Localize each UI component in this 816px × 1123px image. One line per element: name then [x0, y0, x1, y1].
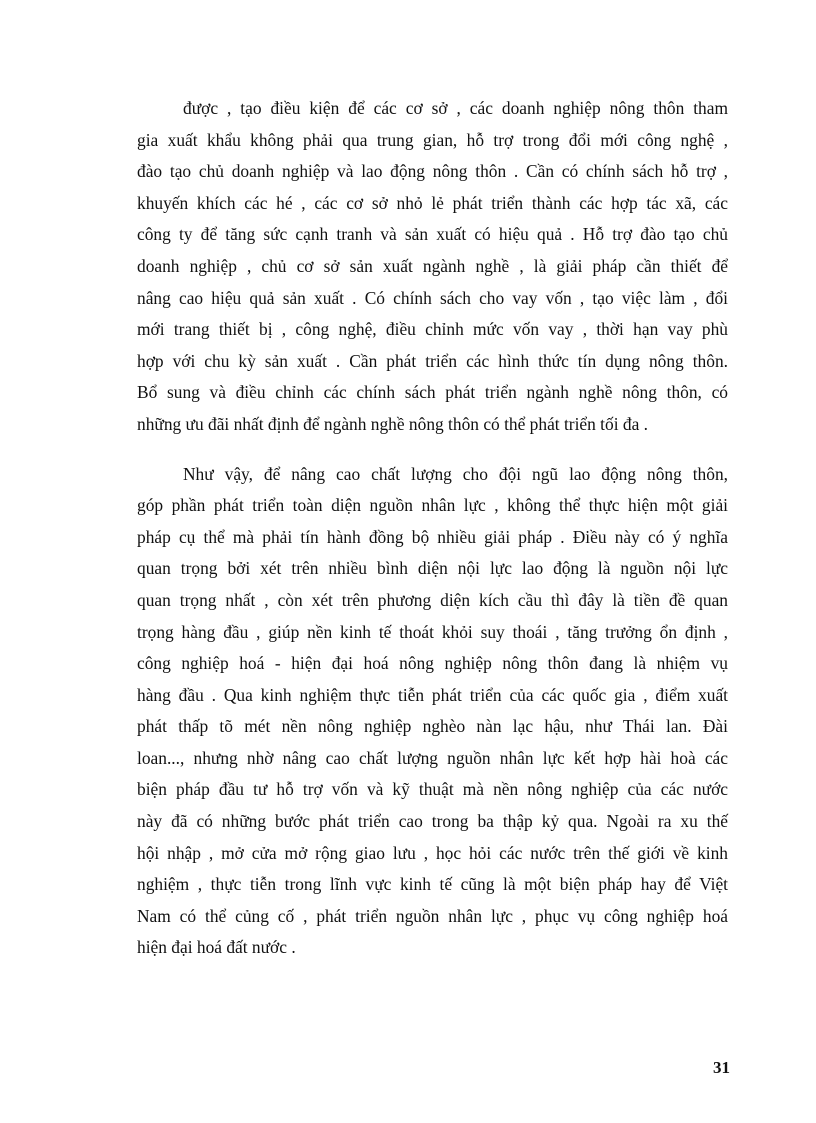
text-line: nâng cao hiệu quả sản xuất . Có chính sách cho vay vốn , tạo việc làm , đổi [137, 287, 728, 308]
text-line: góp phần phát triển toàn diện nguồn nhân lực , không thể thực hiện một giải [137, 495, 728, 516]
text-line: hiện đại hoá đất nước . [137, 937, 296, 958]
text-line: công ty để tăng sức cạnh tranh và sản xuất có hiệu quả . Hỗ trợ đào tạo chủ [137, 224, 728, 245]
text-line: Như vậy, để nâng cao chất lượng cho đội ngũ lao động nông thôn, [183, 463, 728, 484]
text-line: này đã có những bước phát triển cao trong ba thập kỷ qua. Ngoài ra xu thế [137, 811, 728, 832]
body-text [137, 93, 728, 964]
text-line: quan trọng nhất , còn xét trên phương diện kích cầu thì đây là tiền đề quan [137, 589, 728, 610]
text-line: hợp với chu kỳ sản xuất . Cần phát triển các hình thức tín dụng nông thôn. [137, 350, 728, 371]
text-line: hội nhập , mở cửa mở rộng giao lưu , học hỏi các nước trên thế giới về kinh [137, 842, 728, 863]
page-number: 31 [713, 1058, 730, 1077]
text-line: trọng hàng đầu , giúp nền kinh tế thoát khỏi suy thoái , tăng trưởng ổn định , [137, 621, 728, 642]
text-line: Nam có thể củng cố , phát triển nguồn nhân lực , phục vụ công nghiệp hoá [137, 905, 728, 926]
text-line: những ưu đãi nhất định để ngành nghề nông thôn có thể phát triển tối đa . [137, 413, 649, 434]
text-line: doanh nghiệp , chủ cơ sở sản xuất ngành nghề , là giải pháp cần thiết để [137, 255, 728, 276]
text-line: phát thấp tõ mét nền nông nghiệp nghèo nàn lạc hậu, như Thái lan. Đài [137, 716, 728, 737]
text-line: gia xuất khẩu không phải qua trung gian, hỗ trợ trong đổi mới công nghệ , [137, 129, 728, 150]
text-line: khuyến khích các hé , các cơ sở nhỏ lẻ phát triển thành các hợp tác xã, các [137, 192, 728, 213]
text-line: được , tạo điều kiện để các cơ sở , các doanh nghiệp nông thôn tham [183, 98, 728, 118]
text-line: đào tạo chủ doanh nghiệp và lao động nông thôn . Cần có chính sách hỗ trợ , [137, 161, 728, 182]
text-line: mới trang thiết bị , công nghệ, điều chỉnh mức vốn vay , thời hạn vay phù [137, 319, 728, 340]
text-line: nghiệm , thực tiễn trong lĩnh vực kinh tế cũng là một biện pháp hay để Việt [137, 874, 728, 895]
text-line: loan..., nhưng nhờ nâng cao chất lượng nguồn nhân lực kết hợp hài hoà các [137, 747, 728, 768]
text-line: hàng đầu . Qua kinh nghiệm thực tiễn phát triển của các quốc gia , điểm xuất [137, 684, 728, 705]
text-line: Bổ sung và điều chỉnh các chính sách phát triển ngành nghề nông thôn, có [137, 382, 728, 403]
paragraph-1 [137, 93, 728, 441]
text-line: biện pháp đầu tư hỗ trợ vốn và kỹ thuật mà nền nông nghiệp của các nước [137, 779, 728, 800]
text-line: pháp cụ thể mà phải tín hành đồng bộ nhiều giải pháp . Điều này có ý nghĩa [137, 526, 728, 547]
text-line: quan trọng bởi xét trên nhiều bình diện nội lực lao động là nguồn nội lực [137, 558, 728, 579]
text-line: công nghiệp hoá - hiện đại hoá nông nghiệp nông thôn đang là nhiệm vụ [137, 653, 728, 674]
paragraph-2 [137, 459, 728, 965]
